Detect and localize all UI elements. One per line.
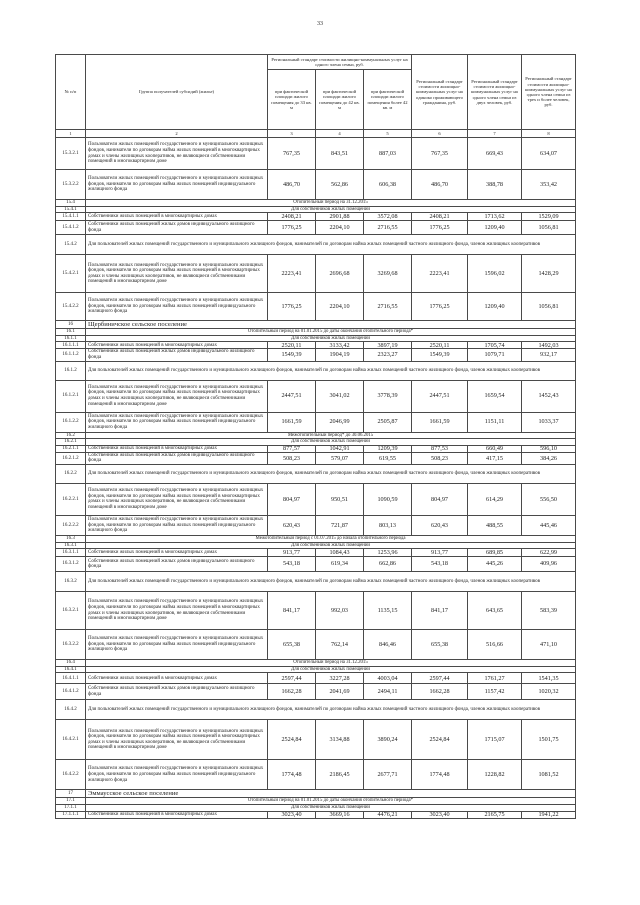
column-number: 5 (364, 130, 412, 138)
row-number: 16.2.1.1 (56, 445, 86, 452)
column-number: 2 (86, 130, 268, 138)
value-cell: 1596,02 (468, 255, 522, 293)
value-cell: 662,86 (364, 557, 412, 572)
value-cell: 803,13 (364, 515, 412, 535)
value-cell: 384,26 (522, 452, 576, 464)
column-number: 1 (56, 130, 86, 138)
section-row (56, 535, 576, 542)
value-cell: 1662,28 (268, 684, 316, 700)
recipient-group: Собственники жилых помещений жилых домов индивидуального жилищного фонда (86, 684, 268, 700)
row-number: 17 (56, 790, 86, 798)
value-cell: 516,66 (468, 630, 522, 660)
value-cell: 643,65 (468, 592, 522, 630)
value-cell: 992,03 (316, 592, 364, 630)
row-number: 15.4.1.1 (56, 213, 86, 221)
value-cell: 583,39 (522, 592, 576, 630)
table-row (56, 342, 576, 349)
header-col-two: Региональный стандарт стоимости жилищно-коммунальных услуг на одного члена семьи из двух человек, руб. (468, 55, 522, 130)
row-number: 16.1 (56, 329, 86, 336)
value-cell: 846,46 (364, 630, 412, 660)
value-cell: 4003,04 (364, 673, 412, 684)
value-cell: 2165,75 (468, 811, 522, 818)
table-row (56, 349, 576, 361)
value-cell: 1904,19 (316, 349, 364, 361)
table-row (56, 720, 576, 760)
value-cell: 1209,39 (364, 445, 412, 452)
value-cell: 3041,02 (316, 380, 364, 412)
value-cell: 2204,10 (316, 221, 364, 235)
table-row (56, 380, 576, 412)
section-row (56, 572, 576, 592)
recipient-group: Собственники жилых помещений в многоквартирных домах (86, 811, 268, 818)
value-cell: 2447,51 (268, 380, 316, 412)
table-row (56, 213, 576, 221)
value-cell: 1033,37 (522, 412, 576, 432)
value-cell: 2716,55 (364, 221, 412, 235)
value-cell: 619,55 (364, 452, 412, 464)
section-row (56, 660, 576, 667)
value-cell: 721,87 (316, 515, 364, 535)
section-row (56, 235, 576, 255)
section-row (56, 666, 576, 673)
value-cell: 2186,45 (316, 760, 364, 790)
value-cell: 4476,21 (364, 811, 412, 818)
page-number: 33 (317, 21, 323, 27)
value-cell: 841,17 (412, 592, 468, 630)
settlement-heading: Щербиничское сельское поселение (86, 321, 576, 329)
value-cell: 486,70 (268, 170, 316, 200)
value-cell: 660,49 (468, 445, 522, 452)
value-cell: 3897,19 (364, 342, 412, 349)
recipient-group: Собственники жилых помещений в многоквартирных домах (86, 213, 268, 221)
value-cell: 508,23 (412, 452, 468, 464)
value-cell: 804,97 (412, 483, 468, 515)
row-number: 16.4.2.2 (56, 760, 86, 790)
value-cell: 596,10 (522, 445, 576, 452)
row-number: 15.3.2.2 (56, 170, 86, 200)
value-cell: 1541,35 (522, 673, 576, 684)
value-cell: 488,55 (468, 515, 522, 535)
settlement-heading-row (56, 790, 576, 798)
value-cell: 1020,32 (522, 684, 576, 700)
value-cell: 2901,88 (316, 213, 364, 221)
value-cell: 353,42 (522, 170, 576, 200)
value-cell: 579,07 (316, 452, 364, 464)
row-number: 16.1.2.2 (56, 412, 86, 432)
period-heading: Межотопительный период с 01.07.2015 до начала отопительного периода (86, 535, 576, 542)
table-row (56, 412, 576, 432)
row-number: 16.3.1 (56, 542, 86, 549)
recipient-group: Пользователи жилых помещений государственного и муниципального жилищных фондов, наниматели по договорам найма жилых помещений в многоквартирных домах и члены жилищных кооперативов, не являющиеся собственниками помещений в многоквартирном доме (86, 255, 268, 293)
column-number: 6 (412, 130, 468, 138)
value-cell: 1774,48 (412, 760, 468, 790)
value-cell: 409,96 (522, 557, 576, 572)
value-cell: 508,23 (268, 452, 316, 464)
recipient-group: Собственники жилых помещений в многоквартирных домах (86, 445, 268, 452)
value-cell: 614,29 (468, 483, 522, 515)
section-row (56, 335, 576, 342)
row-number: 15.4.2 (56, 235, 86, 255)
row-number: 16.1.1 (56, 335, 86, 342)
value-cell: 1084,43 (316, 549, 364, 557)
settlement-heading-row (56, 321, 576, 329)
value-cell: 1056,81 (522, 221, 576, 235)
value-cell: 1713,62 (468, 213, 522, 221)
value-cell: 620,43 (268, 515, 316, 535)
row-number: 16.4 (56, 660, 86, 667)
header-col-area-more-42: при фактической площади жилого помещения более 42 кв. м (364, 70, 412, 130)
value-cell: 3023,40 (268, 811, 316, 818)
value-cell: 877,53 (412, 445, 468, 452)
value-cell: 767,35 (412, 138, 468, 170)
table-row (56, 445, 576, 452)
section-row (56, 206, 576, 213)
header-col-num: № п/п (56, 55, 86, 130)
row-number: 15.4 (56, 200, 86, 207)
row-number: 16.2.1 (56, 439, 86, 446)
recipient-group: Пользователи жилых помещений государственного и муниципального жилищных фондов, наниматели по договорам найма жилых помещений индивидуального жилищного фонда (86, 293, 268, 321)
value-cell: 655,38 (412, 630, 468, 660)
period-heading: Отопительный период на 01.01.2015 до даты окончания отопительного периода* (86, 798, 576, 805)
value-cell: 843,51 (316, 138, 364, 170)
value-cell: 543,18 (268, 557, 316, 572)
recipient-group: Пользователи жилых помещений государственного и муниципального жилищных фондов, наниматели по договорам найма жилых помещений индивидуального жилищного фонда (86, 412, 268, 432)
recipient-group: Пользователи жилых помещений государственного и муниципального жилищных фондов, наниматели по договорам найма жилых помещений в многоквартирных домах и члены жилищных кооперативов, не являющиеся собственниками помещений в многоквартирном доме (86, 138, 268, 170)
value-cell: 2716,55 (364, 293, 412, 321)
header-col-single: Региональный стандарт стоимости жилищно-коммунальных услуг на одиноко проживающего гражданина, руб. (412, 55, 468, 130)
row-number: 16.3.2.1 (56, 592, 86, 630)
value-cell: 2408,21 (268, 213, 316, 221)
value-cell: 1253,96 (364, 549, 412, 557)
value-cell: 3134,88 (316, 720, 364, 760)
period-heading: Для собственников жилых помещений (86, 439, 576, 446)
row-number: 15.3.2.1 (56, 138, 86, 170)
value-cell: 2524,84 (412, 720, 468, 760)
value-cell: 1056,81 (522, 293, 576, 321)
row-number: 17.1.1 (56, 804, 86, 811)
value-cell: 619,34 (316, 557, 364, 572)
row-number: 16.1.2.1 (56, 380, 86, 412)
value-cell: 2696,68 (316, 255, 364, 293)
recipient-group: Собственники жилых помещений жилых домов индивидуального жилищного фонда (86, 557, 268, 572)
value-cell: 1135,15 (364, 592, 412, 630)
value-cell: 417,15 (468, 452, 522, 464)
table-row (56, 452, 576, 464)
section-row (56, 329, 576, 336)
value-cell: 1776,25 (268, 221, 316, 235)
section-row (56, 700, 576, 720)
row-number: 16.2.2.1 (56, 483, 86, 515)
category-heading: Для пользователей жилых помещений государственного и муниципального жилищного фондов, нанимателей по договорам найма жилых помещений частного жилищного фонда, членов жилищных кооперативов (86, 572, 576, 592)
value-cell: 1529,09 (522, 213, 576, 221)
row-number: 15.4.1.2 (56, 221, 86, 235)
value-cell: 877,57 (268, 445, 316, 452)
value-cell: 1081,52 (522, 760, 576, 790)
row-number: 15.4.2.2 (56, 293, 86, 321)
value-cell: 689,85 (468, 549, 522, 557)
row-number: 16.3 (56, 535, 86, 542)
recipient-group: Собственники жилых помещений жилых домов индивидуального жилищного фонда (86, 452, 268, 464)
recipient-group: Пользователи жилых помещений государственного и муниципального жилищных фондов, наниматели по договорам найма жилых помещений индивидуального жилищного фонда (86, 630, 268, 660)
value-cell: 3890,24 (364, 720, 412, 760)
period-heading: Межотопительный период* до 30.06.2015 (86, 432, 576, 439)
value-cell: 3269,68 (364, 255, 412, 293)
row-number: 16.1.2 (56, 361, 86, 380)
section-row (56, 439, 576, 446)
value-cell: 2408,21 (412, 213, 468, 221)
recipient-group: Пользователи жилых помещений государственного и муниципального жилищных фондов, наниматели по договорам найма жилых помещений индивидуального жилищного фонда (86, 515, 268, 535)
value-cell: 669,43 (468, 138, 522, 170)
value-cell: 1452,43 (522, 380, 576, 412)
header-col-three: Региональный стандарт стоимости жилищно-коммунальных услуг на одного члена семьи из трех и более человек, руб. (522, 55, 576, 130)
value-cell: 887,03 (364, 138, 412, 170)
value-cell: 950,51 (316, 483, 364, 515)
category-heading: Для пользователей жилых помещений государственного и муниципального жилищного фондов, нанимателей по договорам найма жилых помещений частного жилищного фонда, членов жилищных кооперативов (86, 361, 576, 380)
value-cell: 2520,11 (268, 342, 316, 349)
recipient-group: Собственники жилых помещений в многоквартирных домах (86, 342, 268, 349)
value-cell: 2323,27 (364, 349, 412, 361)
value-cell: 3227,28 (316, 673, 364, 684)
value-cell: 2597,44 (412, 673, 468, 684)
value-cell: 2505,87 (364, 412, 412, 432)
header-col-area-42: при фактической площади жилого помещения до 42 кв. м (316, 70, 364, 130)
value-cell: 2494,11 (364, 684, 412, 700)
recipient-group: Собственники жилых помещений жилых домов индивидуального жилищного фонда (86, 221, 268, 235)
row-number: 16.3.2.2 (56, 630, 86, 660)
period-heading: Для собственников жилых помещений (86, 804, 576, 811)
table-row (56, 138, 576, 170)
value-cell: 1549,39 (268, 349, 316, 361)
row-number: 16.3.1.1 (56, 549, 86, 557)
value-cell: 2223,41 (268, 255, 316, 293)
period-heading: Для собственников жилых помещений (86, 666, 576, 673)
column-number: 3 (268, 130, 316, 138)
section-row (56, 464, 576, 483)
table-row (56, 549, 576, 557)
row-number: 16.1.1.1 (56, 342, 86, 349)
value-cell: 3023,40 (412, 811, 468, 818)
table-row (56, 630, 576, 660)
value-cell: 2046,99 (316, 412, 364, 432)
value-cell: 3778,39 (364, 380, 412, 412)
row-number: 16.4.2 (56, 700, 86, 720)
value-cell: 913,77 (268, 549, 316, 557)
recipient-group: Пользователи жилых помещений государственного и муниципального жилищных фондов, наниматели по договорам найма жилых помещений в многоквартирных домах и члены жилищных кооперативов, не являющиеся собственниками помещений в многоквартирном доме (86, 720, 268, 760)
value-cell: 841,17 (268, 592, 316, 630)
value-cell: 1941,22 (522, 811, 576, 818)
value-cell: 2447,51 (412, 380, 468, 412)
recipient-group: Пользователи жилых помещений государственного и муниципального жилищных фондов, наниматели по договорам найма жилых помещений в многоквартирных домах и члены жилищных кооперативов, не являющиеся собственниками помещений в многоквартирном доме (86, 483, 268, 515)
value-cell: 767,35 (268, 138, 316, 170)
value-cell: 2524,84 (268, 720, 316, 760)
value-cell: 2597,44 (268, 673, 316, 684)
value-cell: 606,38 (364, 170, 412, 200)
column-number: 8 (522, 130, 576, 138)
housing-standards-table (55, 54, 576, 819)
header-col-area-33: при фактической площади жилого помещения до 33 кв. м (268, 70, 316, 130)
settlement-heading: Эммаусское сельское поселение (86, 790, 576, 798)
column-number: 7 (468, 130, 522, 138)
table-row (56, 515, 576, 535)
period-heading: Отопительный период на 31.12.2015 (86, 660, 576, 667)
row-number: 16 (56, 321, 86, 329)
value-cell: 388,78 (468, 170, 522, 200)
value-cell: 1662,28 (412, 684, 468, 700)
value-cell: 1776,25 (412, 293, 468, 321)
value-cell: 3669,16 (316, 811, 364, 818)
row-number: 16.2.2.2 (56, 515, 86, 535)
row-number: 16.2.1.2 (56, 452, 86, 464)
period-heading: Отопительный период на 01.01.2015 до даты окончания отопительного периода* (86, 329, 576, 336)
value-cell: 562,86 (316, 170, 364, 200)
value-cell: 1549,39 (412, 349, 468, 361)
recipient-group: Собственники жилых помещений в многоквартирных домах (86, 673, 268, 684)
row-number: 16.3.2 (56, 572, 86, 592)
recipient-group: Пользователи жилых помещений государственного и муниципального жилищных фондов, наниматели по договорам найма жилых помещений в многоквартирных домах и члены жилищных кооперативов, не являющиеся собственниками помещений в многоквартирном доме (86, 380, 268, 412)
value-cell: 1090,59 (364, 483, 412, 515)
value-cell: 1661,59 (268, 412, 316, 432)
value-cell: 1428,29 (522, 255, 576, 293)
value-cell: 471,10 (522, 630, 576, 660)
header-standard-group: Региональный стандарт стоимости жилищно-коммунальных услуг на одного члена семьи, руб. (268, 55, 412, 70)
value-cell: 556,50 (522, 483, 576, 515)
table-row (56, 221, 576, 235)
recipient-group: Пользователи жилых помещений государственного и муниципального жилищных фондов, наниматели по договорам найма жилых помещений индивидуального жилищного фонда (86, 170, 268, 200)
value-cell: 3572,08 (364, 213, 412, 221)
value-cell: 1761,27 (468, 673, 522, 684)
row-number: 17.1.1.1 (56, 811, 86, 818)
value-cell: 2520,11 (412, 342, 468, 349)
table-row (56, 170, 576, 200)
value-cell: 2204,10 (316, 293, 364, 321)
value-cell: 804,97 (268, 483, 316, 515)
section-row (56, 804, 576, 811)
header-col-group: Группа получателей субсидий (жилье) (86, 55, 268, 130)
column-number: 4 (316, 130, 364, 138)
value-cell: 1715,07 (468, 720, 522, 760)
row-number: 16.4.2.1 (56, 720, 86, 760)
value-cell: 1157,42 (468, 684, 522, 700)
table-row (56, 760, 576, 790)
category-heading: Для пользователей жилых помещений государственного и муниципального жилищного фондов, нанимателей по договорам найма жилых помещений частного жилищного фонда, членов жилищных кооперативов (86, 464, 576, 483)
value-cell: 622,99 (522, 549, 576, 557)
row-number: 15.4.1 (56, 206, 86, 213)
value-cell: 655,38 (268, 630, 316, 660)
value-cell: 1659,54 (468, 380, 522, 412)
value-cell: 2223,41 (412, 255, 468, 293)
value-cell: 3133,42 (316, 342, 364, 349)
value-cell: 1209,40 (468, 221, 522, 235)
value-cell: 1492,03 (522, 342, 576, 349)
table-row (56, 483, 576, 515)
value-cell: 2677,71 (364, 760, 412, 790)
value-cell: 1209,40 (468, 293, 522, 321)
category-heading: Для пользователей жилых помещений государственного и муниципального жилищного фондов, нанимателей по договорам найма жилых помещений частного жилищного фонда, членов жилищных кооперативов (86, 235, 576, 255)
table-row (56, 684, 576, 700)
table-row (56, 293, 576, 321)
section-row (56, 432, 576, 439)
table-row (56, 673, 576, 684)
value-cell: 1501,75 (522, 720, 576, 760)
row-number: 16.2.2 (56, 464, 86, 483)
value-cell: 1042,91 (316, 445, 364, 452)
value-cell: 1228,82 (468, 760, 522, 790)
recipient-group: Собственники жилых помещений в многоквартирных домах (86, 549, 268, 557)
row-number: 16.2 (56, 432, 86, 439)
period-heading: Для собственников жилых помещений (86, 206, 576, 213)
period-heading: Для собственников жилых помещений (86, 335, 576, 342)
value-cell: 932,17 (522, 349, 576, 361)
table-row (56, 255, 576, 293)
row-number: 16.4.1.2 (56, 684, 86, 700)
period-heading: Отопительный период на 31.12.2015 (86, 200, 576, 207)
recipient-group: Пользователи жилых помещений государственного и муниципального жилищных фондов, наниматели по договорам найма жилых помещений в многоквартирных домах и члены жилищных кооперативов, не являющиеся собственниками помещений в многоквартирном доме (86, 592, 268, 630)
period-heading: Для собственников жилых помещений (86, 542, 576, 549)
category-heading: Для пользователей жилых помещений государственного и муниципального жилищного фондов, нанимателей по договорам найма жилых помещений частного жилищного фонда, членов жилищных кооперативов (86, 700, 576, 720)
value-cell: 620,43 (412, 515, 468, 535)
value-cell: 445,26 (468, 557, 522, 572)
section-row (56, 361, 576, 380)
table-row (56, 557, 576, 572)
value-cell: 1776,25 (268, 293, 316, 321)
value-cell: 1661,59 (412, 412, 468, 432)
section-row (56, 798, 576, 805)
value-cell: 1705,74 (468, 342, 522, 349)
value-cell: 1079,71 (468, 349, 522, 361)
recipient-group: Собственники жилых помещений жилых домов индивидуального жилищного фонда (86, 349, 268, 361)
row-number: 16.4.1.1 (56, 673, 86, 684)
recipient-group: Пользователи жилых помещений государственного и муниципального жилищных фондов, наниматели по договорам найма жилых помещений индивидуального жилищного фонда (86, 760, 268, 790)
value-cell: 445,46 (522, 515, 576, 535)
value-cell: 1151,11 (468, 412, 522, 432)
row-number: 16.4.1 (56, 666, 86, 673)
row-number: 17.1 (56, 798, 86, 805)
table-row (56, 811, 576, 818)
section-row (56, 200, 576, 207)
value-cell: 543,18 (412, 557, 468, 572)
column-numbers-row (56, 130, 576, 138)
row-number: 16.3.1.2 (56, 557, 86, 572)
value-cell: 634,07 (522, 138, 576, 170)
row-number: 16.1.1.2 (56, 349, 86, 361)
table-row (56, 592, 576, 630)
value-cell: 486,70 (412, 170, 468, 200)
row-number: 15.4.2.1 (56, 255, 86, 293)
value-cell: 1776,25 (412, 221, 468, 235)
value-cell: 2041,69 (316, 684, 364, 700)
value-cell: 913,77 (412, 549, 468, 557)
value-cell: 762,14 (316, 630, 364, 660)
section-row (56, 542, 576, 549)
value-cell: 1774,48 (268, 760, 316, 790)
